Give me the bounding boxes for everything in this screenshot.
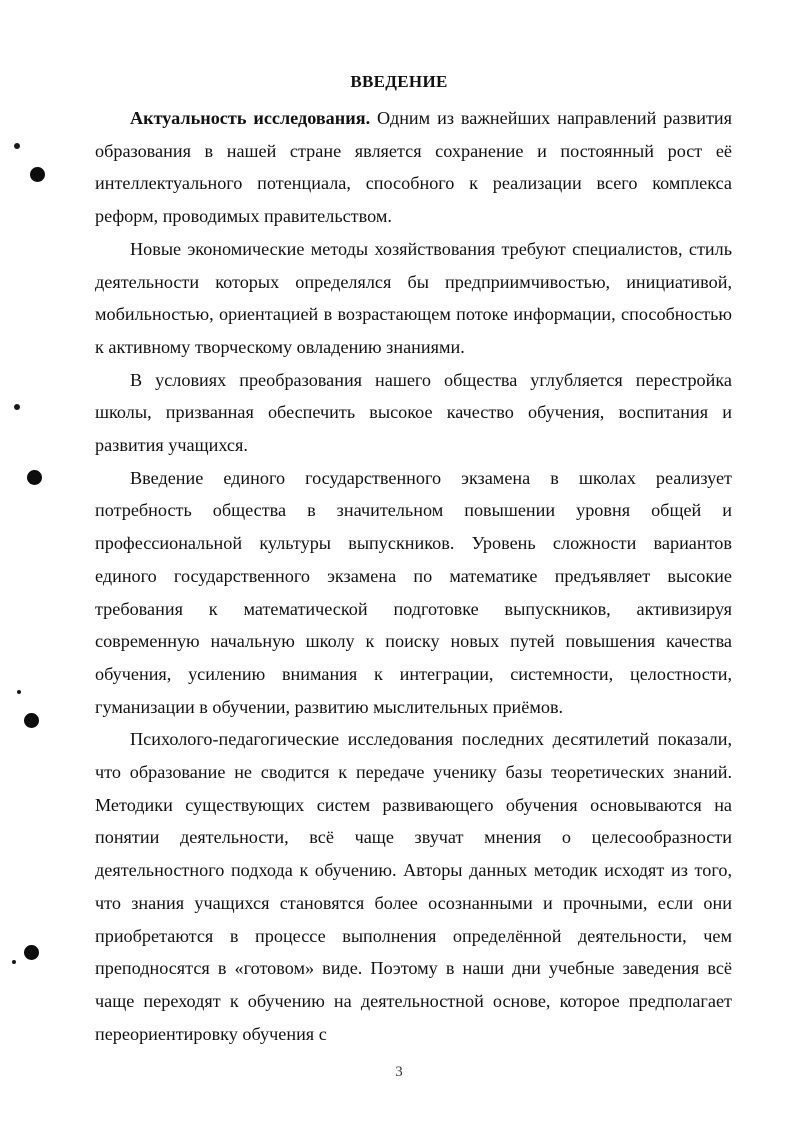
paragraph-text: Одним из важнейших направлений развития образования в нашей стране является сохранение и постоянный рост её интеллектуального потенциала, способного к реализации всего комплекса реформ, проводимых правительством. — [95, 108, 732, 227]
binding-hole — [24, 945, 39, 960]
binding-hole — [30, 167, 45, 182]
paragraph-lead: Актуальность исследования. — [130, 108, 371, 128]
binding-hole — [27, 470, 42, 485]
body-text — [95, 102, 732, 1050]
binding-hole — [24, 713, 39, 728]
paragraph: Психолого-педагогические исследования последних десятилетий показали, что образование не сводится к передаче ученику базы теоретических знаний. Методики существующих систем развивающего обучения основываются на понятии деятельности, всё чаще звучат мнения о целесообразности деятельностного подхода к обучению. Авторы данных методик исходят из того, что знания учащихся становятся более осознанными и прочными, если они приобретаются в процессе выполнения определённой деятельности, чем преподносятся в «готовом» виде. Поэтому в наши дни учебные заведения всё чаще переходят к обучению на деятельностной основе, которое предполагает переориентировку обучения с — [95, 729, 732, 1044]
page-number: 3 — [395, 1064, 403, 1080]
scan-speck — [12, 960, 16, 964]
scan-speck — [17, 690, 21, 694]
scan-speck — [14, 143, 20, 149]
paragraph: Новые экономические методы хозяйствования требуют специалистов, стиль деятельности которых определялся бы предприимчивостью, инициативой, мобильностью, ориентацией в возрастающем потоке информации, способностью к активному творческому овладению знаниями. — [95, 238, 732, 357]
paragraph: Введение единого государственного экзамена в школах реализует потребность общества в значительном повышении уровня общей и профессиональной культуры выпускников. Уровень сложности вариантов единого государственного экзамена по математике предъявляет высокие требования к математической подготовке выпускников, активизируя современную начальную школу к поиску новых путей повышения качества обучения, усилению внимания к интеграции, системности, целостности, гуманизации в обучении, развитию мыслительных приёмов. — [95, 467, 732, 717]
scan-speck — [14, 404, 20, 410]
paragraph — [95, 102, 732, 233]
page-title: ВВЕДЕНИЕ — [350, 72, 448, 91]
paragraph: В условиях преобразования нашего общества углубляется перестройка школы, призванная обеспечить высокое качество обучения, воспитания и развития учащихся. — [95, 369, 732, 456]
